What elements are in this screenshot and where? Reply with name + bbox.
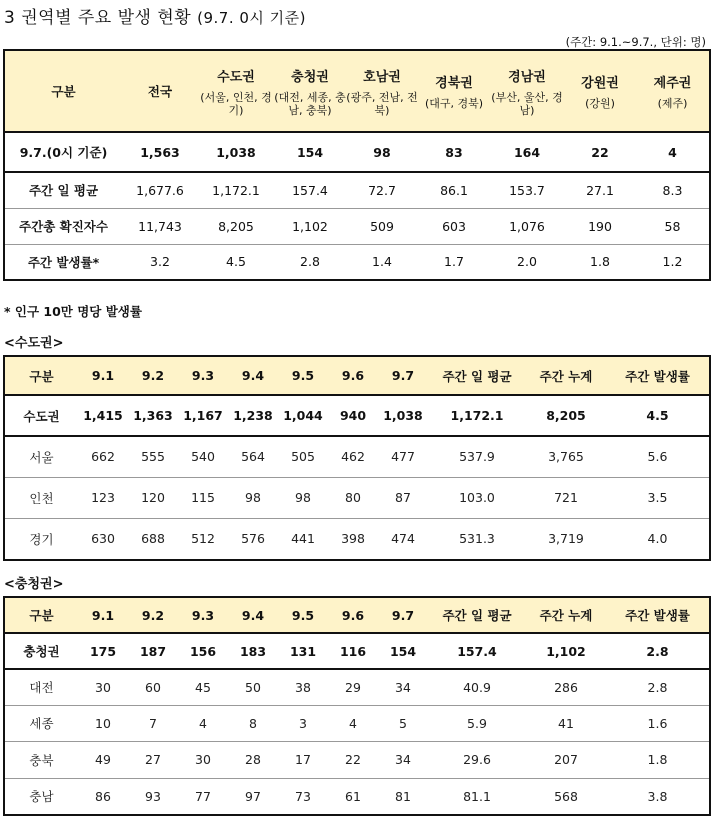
cell: 157.4: [292, 182, 328, 198]
column-header: 9.6: [341, 607, 365, 623]
cell: 38: [295, 679, 311, 695]
header-region: 경북권 (대구, 경북): [424, 76, 484, 110]
row-label: 충남: [29, 789, 54, 805]
cell: 1.6: [647, 715, 668, 731]
column-header: 주간 일 평균: [442, 608, 512, 623]
cell: 81.1: [463, 788, 491, 804]
section-heading-chungcheong: <충청권>: [4, 577, 64, 592]
cell: 2.0: [517, 254, 537, 270]
cell: 5.9: [467, 715, 487, 731]
header-region: 제주권 (제주): [653, 76, 692, 110]
cell: 564: [241, 449, 265, 465]
row-label: 9.7.(0시 기준): [19, 145, 108, 160]
cell: 154: [296, 144, 324, 160]
table-row: [4, 477, 710, 518]
cell: 50: [245, 679, 261, 695]
cell: 1.8: [647, 752, 668, 767]
column-header: 구분: [29, 608, 54, 623]
cell: 72.7: [368, 182, 396, 198]
cell: 187: [139, 643, 167, 659]
footnote: * 인구 10만 명당 발생률: [4, 304, 142, 319]
cell: 34: [395, 752, 411, 767]
cell: 3.8: [647, 788, 668, 804]
title-date: (9.7. 0시 기준): [197, 9, 307, 27]
cell: 1,102: [546, 643, 586, 659]
table-row: [4, 633, 710, 669]
column-header: 9.3: [191, 368, 215, 383]
cell: 61: [345, 788, 361, 804]
cell: 207: [554, 752, 578, 767]
table-row: [4, 395, 710, 436]
column-header: 주간 누계: [539, 368, 593, 384]
cell: 555: [141, 449, 165, 465]
cell: 157.4: [457, 643, 497, 659]
cell: 45: [195, 679, 211, 695]
cell: 34: [395, 679, 411, 695]
cell: 10: [95, 715, 111, 731]
header-national: 전국: [147, 84, 173, 99]
cell: 1,038: [216, 144, 256, 160]
cell: 3,719: [548, 531, 584, 547]
row-label: 주간총 확진자수: [19, 219, 108, 234]
cell: 3.2: [150, 254, 170, 270]
cell: 8: [249, 715, 257, 731]
cell: 156: [189, 643, 217, 659]
cell: 30: [95, 679, 111, 695]
cell: 116: [339, 643, 367, 659]
cell: 83: [445, 144, 463, 160]
cell: 1,172.1: [212, 182, 260, 198]
row-label: 대전: [29, 680, 54, 696]
cell: 1,238: [233, 408, 273, 423]
cell: 86: [95, 788, 111, 804]
cell: 81: [395, 788, 411, 804]
cell: 630: [91, 531, 115, 547]
table-row: [4, 669, 710, 705]
cell: 8,205: [218, 218, 254, 234]
regional-summary-table: [3, 49, 711, 281]
cell: 1,415: [83, 408, 123, 423]
table-header-row: [4, 597, 710, 633]
cell: 120: [141, 490, 165, 505]
cell: 22: [591, 144, 609, 160]
cell: 4.0: [647, 531, 668, 547]
chungcheong-region-table: [3, 596, 711, 816]
column-header: 9.4: [241, 368, 265, 383]
header-corner: 구분: [51, 84, 76, 99]
cell: 153.7: [509, 182, 545, 198]
cell: 49: [95, 752, 111, 767]
cell: 540: [191, 449, 215, 465]
cell: 2.8: [646, 643, 669, 659]
capital-region-table: [3, 355, 711, 561]
table-row: [4, 208, 710, 244]
cell: 576: [241, 531, 265, 547]
cell: 474: [391, 531, 415, 547]
cell: 29.6: [463, 752, 491, 767]
table-row: [4, 705, 710, 741]
row-label: 인천: [29, 490, 54, 506]
header-region: 경남권 (부산, 울산, 경남): [491, 69, 563, 117]
cell: 1,677.6: [136, 182, 184, 198]
column-header: 주간 누계: [539, 608, 593, 623]
cell: 1,044: [283, 408, 323, 423]
cell: 98: [373, 144, 391, 160]
table-row: [4, 244, 710, 280]
cell: 537.9: [459, 449, 495, 465]
cell: 175: [89, 643, 117, 659]
table-header-row: [4, 356, 710, 395]
cell: 60: [145, 679, 161, 695]
row-label: 주간 발생률*: [27, 254, 100, 270]
cell: 286: [554, 679, 578, 695]
cell: 115: [191, 490, 215, 505]
column-header: 9.7: [391, 607, 415, 623]
column-header: 9.1: [91, 368, 115, 383]
row-label: 충북: [29, 752, 54, 768]
cell: 1.4: [372, 254, 392, 270]
cell: 1.8: [590, 254, 610, 270]
cell: 131: [289, 643, 317, 659]
cell: 28: [245, 752, 261, 767]
table-row: [4, 132, 710, 172]
cell: 93: [145, 788, 161, 804]
cell: 98: [245, 490, 261, 505]
table-row: [4, 436, 710, 477]
cell: 4: [349, 715, 357, 731]
column-header: 9.1: [91, 607, 115, 623]
row-label: 주간 일 평균: [28, 183, 99, 199]
cell: 27: [145, 752, 161, 767]
cell: 73: [295, 788, 311, 804]
cell: 4: [199, 715, 207, 731]
cell: 721: [554, 490, 578, 505]
cell: 17: [295, 752, 311, 767]
cell: 462: [341, 449, 365, 465]
cell: 8.3: [662, 182, 683, 198]
cell: 4.5: [226, 254, 246, 270]
table-row: [4, 778, 710, 815]
cell: 398: [341, 531, 365, 547]
column-header: 9.3: [191, 607, 215, 623]
cell: 80: [345, 490, 361, 505]
column-header: 주간 발생률: [625, 608, 690, 623]
cell: 41: [558, 715, 574, 731]
cell: 164: [513, 144, 541, 160]
cell: 22: [345, 752, 361, 767]
cell: 1,167: [183, 408, 223, 423]
cell: 1,038: [383, 408, 423, 423]
cell: 509: [370, 218, 394, 234]
cell: 30: [195, 752, 211, 767]
page-title: [4, 3, 306, 28]
cell: 5.6: [647, 449, 668, 465]
cell: 3: [299, 715, 307, 731]
cell: 1,172.1: [450, 408, 504, 423]
cell: 7: [149, 715, 157, 731]
column-header: 9.5: [291, 607, 315, 623]
cell: 1,076: [509, 218, 545, 234]
column-header: 9.6: [341, 368, 365, 383]
cell: 940: [339, 408, 367, 423]
section-heading-capital: <수도권>: [4, 336, 64, 351]
column-header: 구분: [29, 368, 54, 384]
cell: 1.7: [444, 254, 464, 270]
column-header: 9.7: [391, 368, 415, 383]
cell: 190: [588, 218, 612, 234]
row-label: 수도권: [23, 408, 60, 424]
header-region: 호남권 (광주, 전남, 전북): [346, 69, 418, 117]
column-header: 9.5: [291, 368, 315, 383]
cell: 1,102: [292, 218, 328, 234]
cell: 103.0: [459, 490, 495, 505]
cell: 8,205: [546, 408, 586, 423]
table-row: [4, 518, 710, 560]
table-row: [4, 172, 710, 208]
cell: 662: [91, 449, 115, 465]
cell: 688: [141, 531, 165, 547]
cell: 3,765: [548, 449, 584, 465]
cell: 568: [554, 788, 578, 804]
cell: 87: [395, 490, 411, 505]
cell: 29: [345, 679, 361, 695]
cell: 531.3: [459, 531, 495, 547]
unit-note: (주간: 9.1.~9.7., 단위: 명): [565, 35, 706, 49]
cell: 154: [389, 643, 417, 659]
row-label: 서울: [29, 449, 54, 465]
cell: 1,563: [140, 144, 180, 160]
column-header: 주간 발생률: [625, 368, 690, 384]
cell: 5: [399, 715, 407, 731]
cell: 1.2: [662, 254, 683, 270]
row-label: 경기: [29, 531, 54, 547]
cell: 98: [295, 490, 311, 505]
row-label: 세종: [29, 716, 54, 731]
cell: 4: [668, 144, 677, 160]
header-region: 충청권 (대전, 세종, 충남, 충북): [274, 69, 346, 117]
cell: 505: [291, 449, 315, 465]
cell: 477: [391, 449, 415, 465]
cell: 86.1: [440, 182, 468, 198]
cell: 441: [291, 531, 315, 547]
row-label: 충청권: [23, 644, 60, 659]
cell: 4.5: [646, 408, 669, 423]
cell: 183: [239, 643, 267, 659]
cell: 27.1: [586, 182, 614, 198]
cell: 40.9: [463, 679, 491, 695]
header-region: 강원권 (강원): [581, 76, 619, 110]
table-header-row: [4, 50, 710, 132]
column-header: 9.2: [141, 607, 165, 623]
cell: 77: [195, 788, 211, 804]
column-header: 9.2: [141, 368, 165, 383]
column-header: 9.4: [241, 607, 265, 623]
cell: 3.5: [647, 490, 668, 505]
table-row: [4, 741, 710, 778]
cell: 512: [191, 531, 215, 547]
title-text: 3 권역별 주요 발생 현황: [4, 8, 192, 28]
cell: 1,363: [133, 408, 173, 423]
cell: 97: [245, 788, 261, 804]
cell: 603: [442, 218, 466, 234]
cell: 11,743: [138, 218, 182, 234]
cell: 2.8: [647, 679, 668, 695]
cell: 123: [91, 490, 115, 505]
column-header: 주간 일 평균: [442, 368, 512, 384]
header-region: 수도권 (서울, 인천, 경기): [200, 69, 272, 117]
cell: 2.8: [300, 254, 320, 270]
cell: 58: [664, 218, 681, 234]
